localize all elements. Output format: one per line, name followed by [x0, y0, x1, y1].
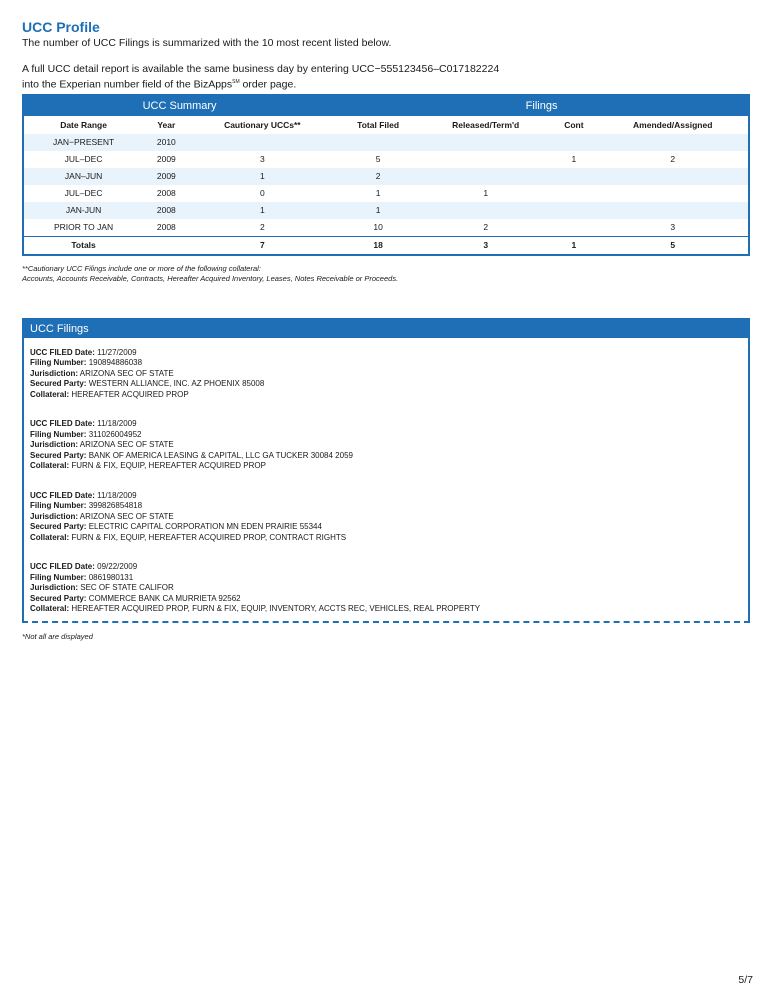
intro-order-post: order page. [239, 78, 297, 91]
band-filings: Filings [335, 96, 748, 116]
table-row [24, 185, 748, 202]
cautionary-note-line2: Accounts, Accounts Receivable, Contracts, Hereafter Acquired Inventory, Leases, Notes Receivable or Proceeds. [22, 273, 399, 283]
filing-date-line [30, 491, 742, 502]
filing-collateral-line [30, 390, 742, 401]
table-cell [421, 202, 550, 219]
table-cell [550, 219, 597, 237]
table-cell: 2009 [143, 168, 189, 185]
filing-date-label: UCC FILED Date: [30, 562, 95, 571]
table-cell [550, 134, 597, 151]
cautionary-note [22, 264, 750, 284]
table-cell: 3 [190, 151, 336, 168]
table-band-row [24, 96, 748, 116]
filing-jurisdiction-line [30, 440, 742, 451]
table-cell: 5 [335, 151, 421, 168]
table-cell: 2008 [143, 219, 189, 237]
table-cell: 2010 [143, 134, 189, 151]
filing-date-label: UCC FILED Date: [30, 490, 95, 500]
filing-date-value: 09/22/2009 [97, 562, 138, 571]
ucc-profile-page [22, 18, 750, 641]
service-mark: SM [232, 79, 240, 85]
table-cell: PRIOR TO JAN [24, 219, 143, 237]
filing-collateral-line [30, 533, 742, 544]
filing-number-label: Filing Number: [30, 572, 87, 582]
table-cell: 0 [190, 185, 336, 202]
ucc-filing-entry [30, 348, 742, 401]
filing-number-label: Filing Number: [30, 501, 87, 510]
filing-party-line [30, 379, 742, 390]
column-header: Date Range [60, 119, 107, 130]
filing-jurisdiction-label: Jurisdiction: [30, 368, 79, 378]
filing-party-label: Secured Party: [30, 593, 87, 603]
filing-collateral-value: FURN & FIX, EQUIP, HEREAFTER ACQUIRED PROP [71, 461, 266, 470]
table-cell [421, 151, 550, 168]
table-cell: 3 [597, 219, 748, 237]
column-header: Year [157, 119, 176, 130]
table-row [24, 202, 748, 219]
totals-cell: 3 [421, 236, 550, 254]
filing-number-line [30, 501, 742, 512]
filing-party-line [30, 522, 742, 533]
totals-cell: 5 [597, 236, 748, 254]
totals-cell: 1 [550, 236, 597, 254]
filing-collateral-value: HEREAFTER ACQUIRED PROP [71, 389, 189, 399]
column-header: Total Filed [357, 119, 400, 130]
filing-party-label: Secured Party: [30, 450, 87, 460]
table-cell: 2 [597, 151, 748, 168]
filing-number-value: 311026004952 [88, 429, 142, 439]
column-header: Cautionary UCCs** [224, 119, 301, 130]
table-row [24, 151, 748, 168]
filing-jurisdiction-value: SEC OF STATE CALIFOR [80, 583, 174, 592]
totals-cell: 18 [335, 236, 421, 254]
ucc-filings-box [22, 318, 750, 623]
filing-number-value: 399826854818 [88, 501, 143, 510]
column-header: Cont [564, 119, 584, 130]
intro-order-pre: into the Experian number field of the BizApps [22, 78, 233, 91]
table-cell [597, 168, 748, 185]
filing-date-line [30, 419, 742, 430]
filing-jurisdiction-label: Jurisdiction: [30, 440, 79, 449]
page-number: 5/7 [738, 974, 753, 986]
table-cell: JAN-JUN [24, 202, 143, 219]
table-cell: 2008 [143, 202, 189, 219]
table-cell: 1 [421, 185, 550, 202]
intro-summary-text: The number of UCC Filings is summarized with the 10 most recent listed below. [22, 37, 392, 49]
column-header-row [24, 116, 748, 134]
table-cell [335, 134, 421, 151]
page-title: UCC Profile [22, 19, 100, 35]
filing-jurisdiction-value: ARIZONA SEC OF STATE [79, 511, 174, 521]
table-row [24, 134, 748, 151]
filing-jurisdiction-value: ARIZONA SEC OF STATE [79, 368, 174, 378]
filing-party-value: WESTERN ALLIANCE, INC. AZ PHOENIX 85008 [88, 379, 265, 388]
filing-jurisdiction-line [30, 369, 742, 380]
filing-collateral-line [30, 604, 742, 615]
filing-date-label: UCC FILED Date: [30, 347, 95, 357]
intro-detail-text: A full UCC detail report is available the same business day by entering UCC−555123456–C017182224 [22, 63, 500, 75]
column-header: Released/Term'd [452, 119, 520, 130]
ucc-filing-entry [30, 419, 742, 472]
intro-order-text [22, 76, 750, 92]
table-cell: JAN–JUN [24, 168, 143, 185]
filing-jurisdiction-label: Jurisdiction: [30, 583, 79, 592]
filing-jurisdiction-line [30, 583, 742, 594]
table-cell: JUL–DEC [24, 151, 143, 168]
filing-collateral-line [30, 461, 742, 472]
totals-cell [143, 236, 189, 254]
table-cell: 2 [190, 219, 336, 237]
filing-jurisdiction-label: Jurisdiction: [30, 511, 79, 521]
table-cell [550, 185, 597, 202]
totals-cell: Totals [24, 236, 143, 254]
filing-collateral-label: Collateral: [30, 389, 70, 399]
table-cell: 1 [335, 202, 421, 219]
filing-number-line [30, 573, 742, 584]
table-cell [421, 134, 550, 151]
ucc-filings-header: UCC Filings [24, 320, 748, 338]
filing-date-value: 11/18/2009 [97, 490, 137, 500]
table-cell: 1 [335, 185, 421, 202]
filing-date-line [30, 348, 742, 359]
filing-collateral-label: Collateral: [30, 461, 70, 470]
filing-date-label: UCC FILED Date: [30, 419, 95, 428]
filing-date-line [30, 562, 742, 573]
filing-number-line [30, 430, 742, 441]
table-cell: 2 [421, 219, 550, 237]
filing-collateral-value: FURN & FIX, EQUIP, HEREAFTER ACQUIRED PROP, CONTRACT RIGHTS [71, 532, 347, 542]
table-cell: JAN−PRESENT [24, 134, 143, 151]
table-cell [597, 134, 748, 151]
table-cell: 1 [190, 168, 336, 185]
filing-party-value: BANK OF AMERICA LEASING & CAPITAL, LLC GA TUCKER 30084 2059 [88, 450, 353, 460]
summary-body [24, 134, 748, 237]
filing-party-value: ELECTRIC CAPITAL CORPORATION MN EDEN PRAIRIE 55344 [88, 522, 322, 531]
table-cell [421, 168, 550, 185]
totals-row [24, 236, 748, 254]
table-cell: 1 [550, 151, 597, 168]
filing-party-line [30, 451, 742, 462]
filing-party-label: Secured Party: [30, 379, 87, 388]
filing-number-label: Filing Number: [30, 358, 87, 367]
filing-number-value: 190894886038 [88, 358, 143, 367]
filing-party-value: COMMERCE BANK CA MURRIETA 92562 [88, 593, 241, 603]
filing-collateral-value: HEREAFTER ACQUIRED PROP, FURN & FIX, EQUIP, INVENTORY, ACCTS REC, VEHICLES, REAL PROPERTY [71, 604, 481, 613]
table-cell: 2009 [143, 151, 189, 168]
table-cell: 1 [190, 202, 336, 219]
filing-jurisdiction-value: ARIZONA SEC OF STATE [79, 440, 174, 449]
filing-number-label: Filing Number: [30, 429, 87, 439]
table-cell: 2008 [143, 185, 189, 202]
table-cell [190, 134, 336, 151]
filing-party-label: Secured Party: [30, 522, 87, 531]
ucc-filing-entry [30, 562, 742, 615]
table-cell [550, 168, 597, 185]
cautionary-note-line1: **Cautionary UCC Filings include one or more of the following collateral: [22, 263, 261, 273]
table-cell [550, 202, 597, 219]
filing-number-value: 0861980131 [88, 572, 134, 582]
filing-date-value: 11/27/2009 [97, 347, 137, 357]
filing-date-value: 11/18/2009 [97, 419, 137, 428]
filing-collateral-label: Collateral: [30, 532, 70, 542]
table-cell [597, 202, 748, 219]
ucc-summary-table [24, 96, 748, 254]
table-cell [597, 185, 748, 202]
column-header: Amended/Assigned [633, 119, 713, 130]
table-row [24, 219, 748, 237]
ucc-filings-list [24, 338, 748, 621]
ucc-filing-entry [30, 491, 742, 544]
totals-cell: 7 [190, 236, 336, 254]
footnote: *Not all are displayed [22, 631, 93, 641]
filing-jurisdiction-line [30, 512, 742, 523]
filing-party-line [30, 594, 742, 605]
band-ucc-summary: UCC Summary [24, 96, 335, 116]
table-cell: 2 [335, 168, 421, 185]
table-cell: JUL–DEC [24, 185, 143, 202]
ucc-summary-table-box [22, 94, 750, 256]
filing-collateral-label: Collateral: [30, 604, 70, 613]
table-cell: 10 [335, 219, 421, 237]
filing-number-line [30, 358, 742, 369]
table-row [24, 168, 748, 185]
